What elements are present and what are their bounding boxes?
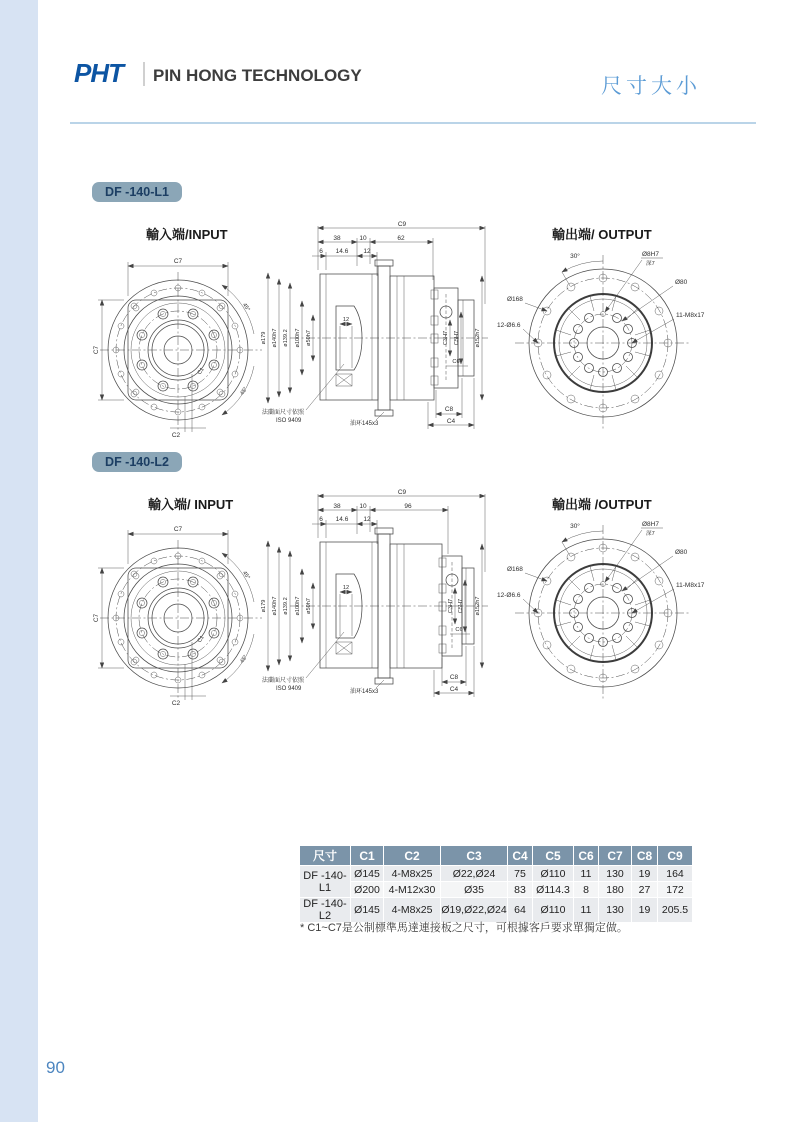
- dimensions: [93, 258, 254, 438]
- dim-10: 10: [359, 503, 367, 510]
- dim-c1: C1: [196, 634, 206, 645]
- callouts: [497, 251, 705, 343]
- model-badge-df-140-l2: DF -140-L2: [92, 452, 182, 472]
- table-row: [300, 882, 692, 897]
- dim-12-holes: 12-Ø6.6: [497, 592, 521, 599]
- table-row: [300, 866, 692, 881]
- dim-c4: C4: [446, 418, 456, 425]
- dim-d140h7: ø140h7: [272, 328, 278, 348]
- dim-45-lower: 45°: [239, 654, 250, 665]
- dim-12-holes: 12-Ø6.6: [497, 322, 521, 329]
- dim-d50h7: ø50h7: [306, 598, 312, 614]
- cell: 64: [508, 898, 532, 922]
- l2-output-heading: 輸出端 /OUTPUT: [552, 497, 652, 512]
- col-header-c2: C2: [384, 846, 440, 865]
- col-header-c8: C8: [632, 846, 657, 865]
- col-header-c1: C1: [351, 846, 383, 865]
- dim-6: 6: [319, 516, 323, 523]
- dim-d152h7: ø152h7: [475, 596, 481, 616]
- dim-10: 10: [359, 235, 367, 242]
- flange-note-line2: ISO 9409: [276, 686, 302, 692]
- dim-d100h7: ø100h7: [295, 328, 301, 348]
- dim-d168: Ø168: [507, 296, 523, 303]
- cell: Ø110: [533, 866, 573, 881]
- dim-38: 38: [333, 235, 341, 242]
- l1-section-view-drawing: [256, 218, 491, 430]
- cell: 19: [632, 898, 657, 922]
- cell: 4-M8x25: [384, 866, 440, 881]
- dim-c2: C2: [171, 700, 181, 706]
- cell: 4-M8x25: [384, 898, 440, 922]
- col-header-c9: C9: [658, 846, 692, 865]
- dim-d139-2: ø139.2: [283, 329, 289, 347]
- dim-45-upper: 45°: [240, 570, 251, 581]
- dim-c3h7: C3H7: [443, 330, 449, 346]
- cell: Ø35: [441, 882, 507, 897]
- cell: 27: [632, 882, 657, 897]
- dim-d100h7: ø100h7: [295, 596, 301, 616]
- dim-c2: C2: [171, 432, 181, 438]
- cell: 19: [632, 866, 657, 881]
- bottom-dimensions: [428, 378, 474, 429]
- dim-d168: Ø168: [507, 566, 523, 573]
- dim-14-6: 14.6: [335, 516, 349, 523]
- logo-divider: [143, 62, 145, 86]
- centerlines: [515, 255, 691, 429]
- l2-output-view-drawing: [495, 513, 720, 701]
- centerlines: [515, 525, 691, 699]
- cell: Ø19,Ø22,Ø24: [441, 898, 507, 922]
- dim-12: 12: [363, 516, 371, 523]
- left-diameter-dimensions: [261, 273, 313, 403]
- table-footnote: * C1~C7是公制標準馬達連接板之尺寸，可根據客戶要求單獨定做。: [300, 922, 628, 934]
- notes: [262, 364, 384, 427]
- top-dimensions: [312, 489, 485, 572]
- dim-11-holes: 11-M8x17: [676, 582, 705, 589]
- dim-pin-depth: 深7: [646, 531, 655, 537]
- dim-c9: C9: [397, 489, 407, 496]
- cell: 11: [574, 866, 598, 881]
- cell: 130: [599, 866, 631, 881]
- dim-11-holes: 11-M8x17: [676, 312, 705, 319]
- dim-14-6: 14.6: [335, 248, 349, 255]
- model-badge-df-140-l1: DF -140-L1: [92, 182, 182, 202]
- notes: [262, 632, 384, 695]
- company-name: PIN HONG TECHNOLOGY: [153, 66, 362, 85]
- dim-bore-12: 12: [342, 317, 350, 323]
- cell: 205.5: [658, 898, 692, 922]
- col-header-c3: C3: [441, 846, 507, 865]
- dim-c8: C8: [444, 406, 454, 413]
- dim-6: 6: [319, 248, 323, 255]
- col-header-size: 尺寸: [300, 846, 350, 865]
- model-cell-df-140-l2: DF -140-L2: [300, 898, 350, 922]
- dim-c9: C9: [397, 221, 407, 228]
- cell: Ø145: [351, 898, 383, 922]
- dim-d140h7: ø140h7: [272, 596, 278, 616]
- l1-output-view-drawing: [495, 243, 720, 431]
- cell: 11: [574, 898, 598, 922]
- l2-input-heading: 輸入端/ INPUT: [148, 497, 234, 512]
- cell: 8: [574, 882, 598, 897]
- cell: 180: [599, 882, 631, 897]
- dim-bore-12: 12: [342, 585, 350, 591]
- cell: 4-M12x30: [384, 882, 440, 897]
- dim-c7-top: C7: [173, 258, 183, 265]
- dim-c6: C6: [452, 359, 460, 365]
- l1-input-view-drawing: [86, 246, 266, 438]
- dim-c3h7: C3H7: [448, 598, 454, 614]
- l2-input-view-drawing: [86, 514, 266, 706]
- top-dimensions: [312, 221, 485, 304]
- dim-d80: Ø80: [675, 549, 688, 556]
- dim-pin-hole: Ø8H7: [642, 521, 659, 528]
- dim-d139-2: ø139.2: [283, 597, 289, 615]
- page-number: 90: [46, 1058, 65, 1077]
- left-accent-bar: [0, 0, 38, 1122]
- dim-pin-depth: 深7: [646, 261, 655, 267]
- dim-c8: C8: [449, 674, 459, 681]
- dim-c1: C1: [196, 366, 206, 377]
- dim-d152h7: ø152h7: [475, 328, 481, 348]
- dim-c5h7: C5H7: [458, 598, 464, 614]
- cell: 164: [658, 866, 692, 881]
- l1-input-heading: 輸入端/INPUT: [146, 227, 228, 242]
- col-header-c6: C6: [574, 846, 598, 865]
- dim-d50h7: ø50h7: [306, 330, 312, 346]
- cell: Ø110: [533, 898, 573, 922]
- col-header-c5: C5: [533, 846, 573, 865]
- col-header-c7: C7: [599, 846, 631, 865]
- right-diameter-dimensions: [448, 544, 482, 668]
- oring-note: 油环145x3: [350, 421, 379, 427]
- cell: 130: [599, 898, 631, 922]
- dim-38: 38: [333, 503, 341, 510]
- flange-note-line1: 法蘭面尺寸依照: [262, 410, 305, 416]
- oring-note: 油环145x3: [350, 689, 379, 695]
- dim-c7-left: C7: [93, 345, 100, 355]
- cell: Ø145: [351, 866, 383, 881]
- cell: Ø22,Ø24: [441, 866, 507, 881]
- dim-d179: ø179: [261, 331, 267, 345]
- dim-c7-left: C7: [93, 613, 100, 623]
- model-cell-df-140-l1: DF -140-L1: [300, 866, 350, 897]
- bottom-dimensions: [434, 646, 474, 697]
- cell: 83: [508, 882, 532, 897]
- dim-d179: ø179: [261, 599, 267, 613]
- dim-length: 96: [404, 503, 412, 510]
- dim-c7-top: C7: [173, 526, 183, 533]
- dim-12: 12: [363, 248, 371, 255]
- dim-c5h7: C5H7: [454, 330, 460, 346]
- dimension-table: [299, 845, 693, 923]
- dim-d80: Ø80: [675, 279, 688, 286]
- cell: Ø200: [351, 882, 383, 897]
- dimensions: [93, 526, 254, 706]
- company-logo: PHT: [74, 58, 123, 88]
- col-header-c4: C4: [508, 846, 532, 865]
- callouts: [497, 521, 705, 613]
- dim-c6: C6: [455, 627, 463, 633]
- l1-output-heading: 輸出端/ OUTPUT: [552, 227, 652, 242]
- cell: 172: [658, 882, 692, 897]
- header-rule: [70, 122, 756, 124]
- cell: 75: [508, 866, 532, 881]
- flange-note-line1: 法蘭面尺寸依照: [262, 678, 305, 684]
- dim-pin-hole: Ø8H7: [642, 251, 659, 258]
- dim-c4: C4: [449, 686, 459, 693]
- l2-section-view-drawing: [256, 486, 491, 698]
- left-diameter-dimensions: [261, 541, 313, 671]
- dim-length: 62: [397, 235, 405, 242]
- dim-45-upper: 45°: [240, 302, 251, 313]
- flange-note-line2: ISO 9409: [276, 418, 302, 424]
- dim-30deg: 30°: [570, 253, 580, 260]
- table-header-row: [300, 846, 692, 865]
- cell: Ø114.3: [533, 882, 573, 897]
- page-title: 尺寸大小: [601, 75, 701, 98]
- dim-30deg: 30°: [570, 523, 580, 530]
- dim-45-lower: 45°: [239, 386, 250, 397]
